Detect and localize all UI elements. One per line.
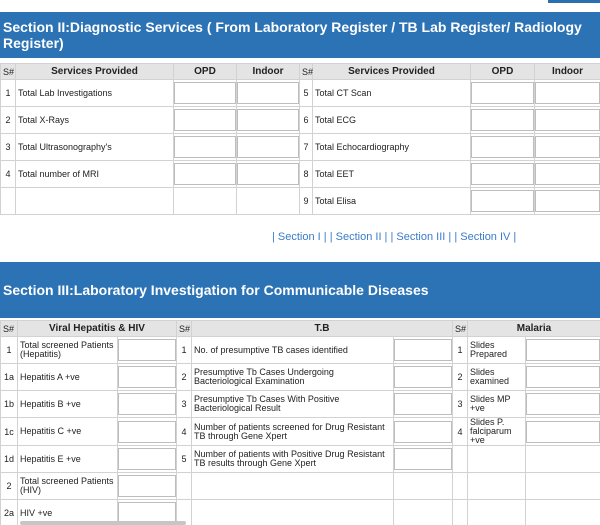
row-label: Total Lab Investigations bbox=[16, 80, 174, 107]
opd-input[interactable] bbox=[174, 136, 236, 158]
row-label: Slides P. falciparum +ve bbox=[468, 418, 526, 446]
input-cell bbox=[394, 337, 453, 364]
nav-link-section-1[interactable]: Section I bbox=[277, 231, 321, 243]
opd-input[interactable] bbox=[471, 136, 534, 158]
input-cell bbox=[526, 364, 600, 391]
empty-cell bbox=[1, 188, 16, 215]
input-cell bbox=[526, 391, 600, 418]
input-cell bbox=[535, 80, 600, 107]
input-cell bbox=[174, 161, 237, 188]
top-accent-bar bbox=[548, 0, 600, 3]
empty-cell bbox=[453, 473, 468, 500]
section-2-title-text: Section II:Diagnostic Services ( From Laboratory Register / TB Lab Register/ Radiology Register) bbox=[3, 19, 582, 51]
row-label: Total CT Scan bbox=[313, 80, 471, 107]
empty-cell bbox=[192, 500, 394, 525]
indoor-input[interactable] bbox=[237, 136, 299, 158]
section-3-title-text: Section III:Laboratory Investigation for Communicable Diseases bbox=[3, 282, 429, 298]
col-sn: S# bbox=[177, 321, 192, 337]
input-cell bbox=[526, 337, 600, 364]
col-sn: S# bbox=[1, 64, 16, 80]
empty-cell bbox=[394, 473, 453, 500]
row-label: Presumptive Tb Cases Undergoing Bacteriological Examination bbox=[192, 364, 394, 391]
indoor-input[interactable] bbox=[535, 190, 600, 212]
col-sn: S# bbox=[1, 321, 18, 337]
indoor-input[interactable] bbox=[237, 82, 299, 104]
row-number: 4 bbox=[453, 418, 468, 446]
section-nav: | Section I | | Section II | | Section III | | Section IV | bbox=[272, 231, 517, 243]
input-cell bbox=[118, 446, 177, 473]
hepatitis-input[interactable] bbox=[118, 366, 176, 388]
col-indoor: Indoor bbox=[237, 64, 300, 80]
row-label: Total Elisa bbox=[313, 188, 471, 215]
opd-input[interactable] bbox=[471, 190, 534, 212]
nav-link-section-4[interactable]: Section IV bbox=[460, 231, 511, 243]
row-label: Total Ultrasonography's bbox=[16, 134, 174, 161]
row-label: Total screened Patients (Hepatitis) bbox=[18, 337, 118, 364]
opd-input[interactable] bbox=[471, 82, 534, 104]
input-cell bbox=[174, 80, 237, 107]
row-number: 3 bbox=[453, 391, 468, 418]
row-label: Hepatitis B +ve bbox=[18, 391, 118, 418]
input-cell bbox=[174, 134, 237, 161]
row-label: Number of patients screened for Drug Resistant TB through Gene Xpert bbox=[192, 418, 394, 446]
hepatitis-input[interactable] bbox=[118, 339, 176, 361]
indoor-input[interactable] bbox=[535, 136, 600, 158]
input-cell bbox=[237, 107, 300, 134]
row-label: Hepatitis C +ve bbox=[18, 418, 118, 446]
input-cell bbox=[394, 391, 453, 418]
input-cell bbox=[535, 134, 600, 161]
input-cell bbox=[118, 418, 177, 446]
input-cell bbox=[394, 418, 453, 446]
empty-cell bbox=[453, 446, 468, 473]
indoor-input[interactable] bbox=[237, 109, 299, 131]
hepatitis-input[interactable] bbox=[118, 421, 176, 443]
indoor-input[interactable] bbox=[535, 82, 600, 104]
row-label: HIV +ve bbox=[18, 500, 118, 525]
empty-cell bbox=[174, 188, 237, 215]
input-cell bbox=[118, 391, 177, 418]
malaria-input[interactable] bbox=[526, 393, 600, 415]
col-sn: S# bbox=[300, 64, 313, 80]
row-label: Total screened Patients (HIV) bbox=[18, 473, 118, 500]
row-label: Hepatitis A +ve bbox=[18, 364, 118, 391]
row-number: 1c bbox=[1, 418, 18, 446]
empty-cell bbox=[468, 500, 526, 525]
empty-cell bbox=[526, 500, 600, 525]
col-hepatitis-hiv: Viral Hepatitis & HIV bbox=[18, 321, 177, 337]
input-cell bbox=[394, 446, 453, 473]
row-number: 1d bbox=[1, 446, 18, 473]
row-number: 2a bbox=[1, 500, 18, 525]
input-cell bbox=[237, 80, 300, 107]
row-number: 7 bbox=[300, 134, 313, 161]
input-cell bbox=[471, 188, 535, 215]
opd-input[interactable] bbox=[174, 109, 236, 131]
nav-link-section-3[interactable]: Section III bbox=[396, 231, 446, 243]
tb-input[interactable] bbox=[394, 366, 452, 388]
empty-cell bbox=[453, 500, 468, 525]
section-2-title bbox=[0, 12, 600, 58]
col-tb: T.B bbox=[192, 321, 453, 337]
table-row bbox=[1, 161, 600, 188]
input-cell bbox=[526, 418, 600, 446]
empty-cell bbox=[192, 473, 394, 500]
opd-input[interactable] bbox=[174, 163, 236, 185]
row-label: Total ECG bbox=[313, 107, 471, 134]
row-label: Total X-Rays bbox=[16, 107, 174, 134]
opd-input[interactable] bbox=[174, 82, 236, 104]
table-row bbox=[1, 391, 600, 418]
table-row bbox=[1, 418, 600, 446]
input-cell bbox=[118, 473, 177, 500]
row-number: 1 bbox=[1, 80, 16, 107]
row-number: 5 bbox=[300, 80, 313, 107]
empty-cell bbox=[468, 473, 526, 500]
row-number: 8 bbox=[300, 161, 313, 188]
input-cell bbox=[118, 337, 177, 364]
table-row bbox=[1, 446, 600, 473]
col-indoor: Indoor bbox=[535, 64, 600, 80]
row-label: Hepatitis E +ve bbox=[18, 446, 118, 473]
input-cell bbox=[471, 134, 535, 161]
row-number: 1a bbox=[1, 364, 18, 391]
indoor-input[interactable] bbox=[535, 109, 600, 131]
table-row bbox=[1, 337, 600, 364]
diagnostic-services-table bbox=[0, 63, 600, 215]
section-3-title bbox=[0, 262, 600, 318]
tb-input[interactable] bbox=[394, 421, 452, 443]
empty-cell bbox=[394, 500, 453, 525]
opd-input[interactable] bbox=[471, 109, 534, 131]
row-label: Presumptive Tb Cases With Positive Bacteriological Result bbox=[192, 391, 394, 418]
table-row bbox=[1, 188, 600, 215]
table-row bbox=[1, 80, 600, 107]
row-label: Slides examined bbox=[468, 364, 526, 391]
opd-input[interactable] bbox=[471, 163, 534, 185]
col-services: Services Provided bbox=[313, 64, 471, 80]
horizontal-scrollbar[interactable] bbox=[20, 521, 186, 525]
input-cell bbox=[118, 364, 177, 391]
row-number: 4 bbox=[177, 418, 192, 446]
row-label: Total EET bbox=[313, 161, 471, 188]
row-number: 1b bbox=[1, 391, 18, 418]
row-number: 2 bbox=[1, 107, 16, 134]
col-opd: OPD bbox=[174, 64, 237, 80]
input-cell bbox=[535, 188, 600, 215]
row-label: Slides MP +ve bbox=[468, 391, 526, 418]
col-malaria: Malaria bbox=[468, 321, 600, 337]
indoor-input[interactable] bbox=[535, 163, 600, 185]
row-label: Slides Prepared bbox=[468, 337, 526, 364]
row-number: 1 bbox=[177, 337, 192, 364]
row-number: 1 bbox=[453, 337, 468, 364]
malaria-input[interactable] bbox=[526, 366, 600, 388]
hepatitis-input[interactable] bbox=[118, 448, 176, 470]
input-cell bbox=[535, 107, 600, 134]
nav-link-section-2[interactable]: Section II bbox=[335, 231, 382, 243]
empty-cell bbox=[526, 473, 600, 500]
input-cell bbox=[471, 161, 535, 188]
hepatitis-input[interactable] bbox=[118, 393, 176, 415]
row-label: No. of presumptive TB cases identified bbox=[192, 337, 394, 364]
input-cell bbox=[394, 364, 453, 391]
table-row bbox=[1, 107, 600, 134]
input-cell bbox=[535, 161, 600, 188]
communicable-diseases-table bbox=[0, 320, 600, 525]
hepatitis-input[interactable] bbox=[118, 475, 176, 497]
empty-cell bbox=[16, 188, 174, 215]
row-number: 4 bbox=[1, 161, 16, 188]
indoor-input[interactable] bbox=[237, 163, 299, 185]
tb-input[interactable] bbox=[394, 393, 452, 415]
col-opd: OPD bbox=[471, 64, 535, 80]
empty-cell bbox=[468, 446, 526, 473]
row-label: Total Echocardiography bbox=[313, 134, 471, 161]
table-row bbox=[1, 364, 600, 391]
input-cell bbox=[471, 80, 535, 107]
col-services: Services Provided bbox=[16, 64, 174, 80]
row-number: 9 bbox=[300, 188, 313, 215]
tb-input[interactable] bbox=[394, 339, 452, 361]
malaria-input[interactable] bbox=[526, 421, 600, 443]
table-row bbox=[1, 134, 600, 161]
row-number: 2 bbox=[453, 364, 468, 391]
input-cell bbox=[237, 161, 300, 188]
empty-cell bbox=[237, 188, 300, 215]
row-number: 2 bbox=[1, 473, 18, 500]
table-header-row bbox=[1, 64, 600, 80]
row-number: 1 bbox=[1, 337, 18, 364]
col-sn: S# bbox=[453, 321, 468, 337]
row-number: 3 bbox=[1, 134, 16, 161]
row-label: Total number of MRI bbox=[16, 161, 174, 188]
tb-input[interactable] bbox=[394, 448, 452, 470]
row-number: 2 bbox=[177, 364, 192, 391]
empty-cell bbox=[526, 446, 600, 473]
input-cell bbox=[471, 107, 535, 134]
row-number: 6 bbox=[300, 107, 313, 134]
input-cell bbox=[174, 107, 237, 134]
table-row bbox=[1, 473, 600, 500]
malaria-input[interactable] bbox=[526, 339, 600, 361]
table-header-row bbox=[1, 321, 600, 337]
row-number: 3 bbox=[177, 391, 192, 418]
input-cell bbox=[237, 134, 300, 161]
row-number: 5 bbox=[177, 446, 192, 473]
empty-cell bbox=[177, 473, 192, 500]
row-label: Number of patients with Positive Drug Resistant TB results through Gene Xpert bbox=[192, 446, 394, 473]
